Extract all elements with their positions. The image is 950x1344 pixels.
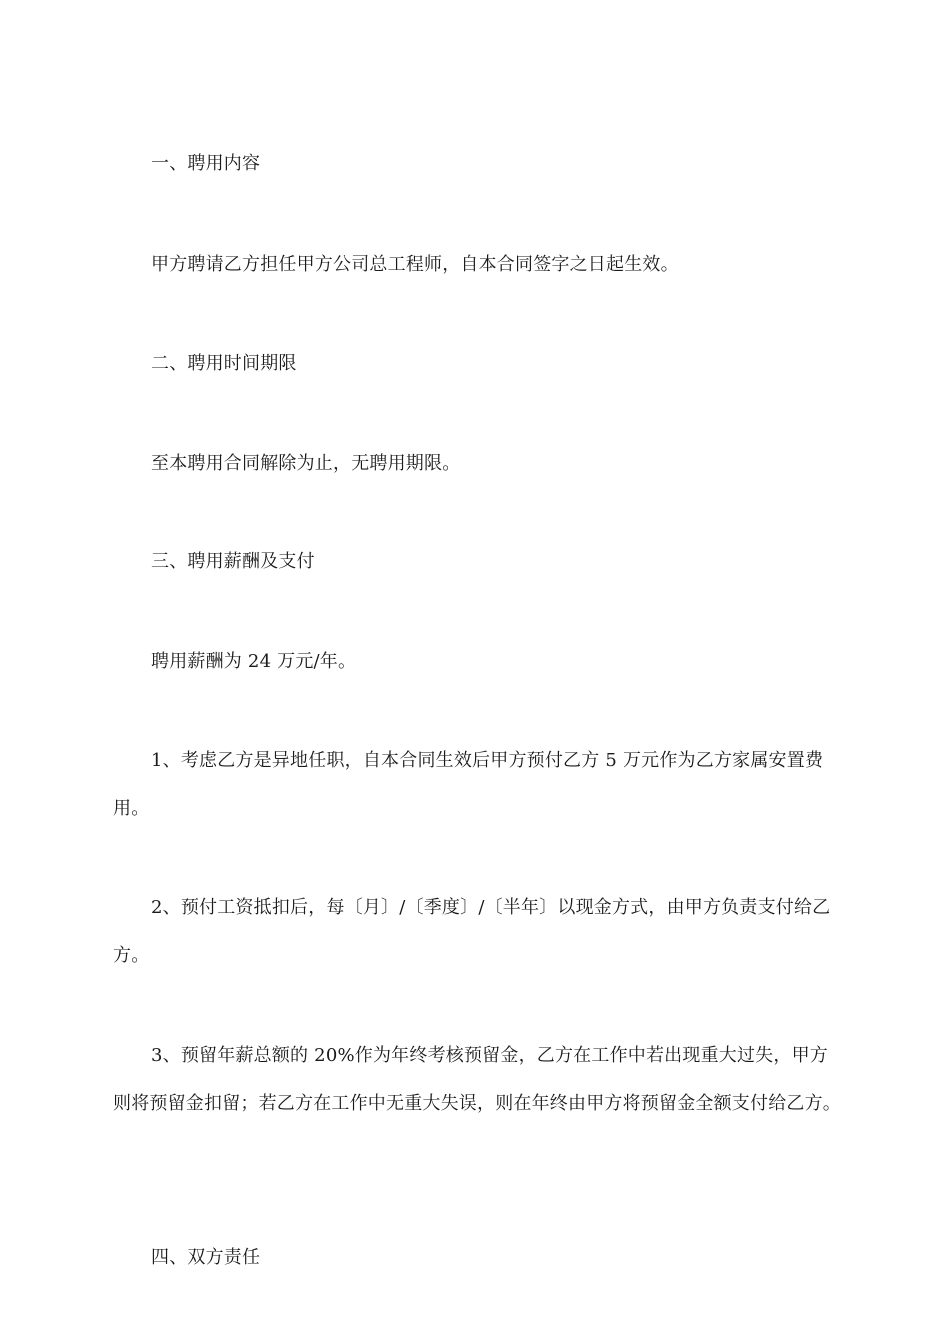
paragraph-clause-1: 1、考虑乙方是异地任职，自本合同生效后甲方预付乙方 5 万元作为乙方家属安置费用。 — [113, 750, 824, 819]
paragraph-employment-term: 至本聘用合同解除为止，无聘用期限。 — [151, 453, 461, 474]
section-heading-salary-payment: 三、聘用薪酬及支付 — [151, 551, 315, 572]
paragraph-employment-content: 甲方聘请乙方担任甲方公司总工程师，自本合同签字之日起生效。 — [151, 254, 679, 275]
paragraph-clause-3: 3、预留年薪总额的 20%作为年终考核预留金，乙方在工作中若出现重大过失，甲方则将预留金扣留；若乙方在工作中无重大失误，则在年终由甲方将预留金全额支付给乙方。 — [113, 1045, 841, 1114]
section-heading-employment-term: 二、聘用时间期限 — [151, 353, 297, 374]
section-heading-employment-content: 一、聘用内容 — [151, 153, 261, 174]
paragraph-clause-2: 2、预付工资抵扣后，每〔月〕/〔季度〕/〔半年〕以现金方式，由甲方负责支付给乙方。 — [113, 897, 831, 966]
paragraph-salary: 聘用薪酬为 24 万元/年。 — [151, 651, 357, 672]
section-heading-responsibilities: 四、双方责任 — [151, 1247, 261, 1268]
